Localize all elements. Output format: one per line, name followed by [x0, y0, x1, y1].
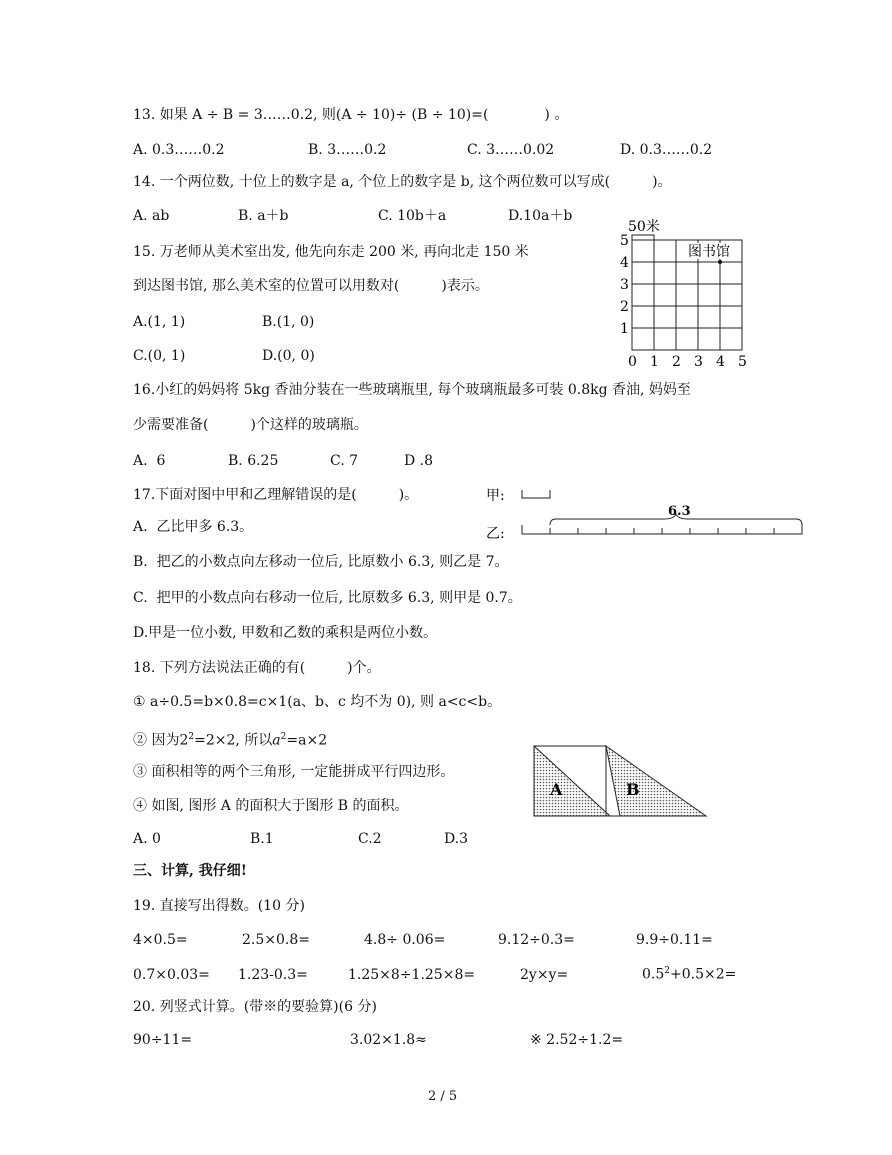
q18-item2-pow1-base: 2 [179, 732, 189, 749]
q18-item-4: ④ 如图, 图形 A 的面积大于图形 B 的面积。 [133, 798, 409, 814]
q13-option-b: B. 3……0.2 [308, 142, 387, 158]
q17-option-b: B. 把乙的小数点向左移动一位后, 比原数小 6.3, 则乙是 7。 [133, 554, 509, 570]
q19-last-base: 0.5 [642, 966, 665, 983]
q17-option-a: A. 乙比甲多 6.3。 [133, 519, 254, 535]
grid-scale-label: 50米 [628, 219, 660, 235]
q18-item2-pow1-exp: 2 [188, 732, 195, 742]
page-number: 2 / 5 [428, 1089, 458, 1104]
q19-last-rest: +0.5×2= [670, 966, 737, 983]
q18-item-2 [133, 728, 327, 750]
q20-item-3: ※ 2.52÷1.2= [530, 1032, 624, 1048]
segment-yi-ticks [550, 528, 774, 534]
segment-diagram [484, 482, 814, 544]
grid-x-tick-4: 4 [716, 354, 725, 370]
q18-item2-pow2-base: a [272, 732, 281, 749]
q19-r2-c2: 1.23-0.3= [238, 967, 308, 983]
q15-option-d: D.(0, 0) [262, 348, 315, 364]
q19-r2-c4: 2y×y= [520, 967, 569, 983]
q18-item2-part-c: =a×2 [286, 732, 328, 749]
q18-option-d: D.3 [444, 831, 469, 847]
q17-stem: 17.下面对图中甲和乙理解错误的是( )。 [133, 487, 419, 503]
shape-b [606, 746, 706, 816]
q19-stem: 19. 直接写出得数。(10 分) [133, 898, 305, 914]
coordinate-grid [612, 216, 762, 371]
scale-bracket [632, 235, 654, 240]
q16-option-a: A. 6 [133, 453, 166, 469]
grid-place-label: 图书馆 [688, 244, 730, 260]
q20-item-2: 3.02×1.8≈ [350, 1032, 427, 1048]
grid-y-tick-1: 1 [620, 321, 629, 337]
q18-item2-pow2-exp: 2 [280, 732, 287, 742]
q13-option-a: A. 0.3……0.2 [133, 142, 225, 158]
library-point [718, 260, 722, 264]
q19-r1-c5: 9.9÷0.11= [636, 932, 713, 948]
figure-label-a: A [550, 780, 563, 799]
q18-item2-part-b: =2×2, 所以 [194, 732, 273, 749]
diagram-value-label: 6.3 [668, 504, 691, 519]
q15-option-b: B.(1, 0) [262, 314, 315, 330]
q19-last-exp: 2 [664, 966, 670, 976]
q18-stem: 18. 下列方法说法正确的有( )个。 [133, 660, 381, 676]
q17-option-c: C. 把甲的小数点向右移动一位后, 比原数多 6.3, 则甲是 0.7。 [133, 590, 522, 606]
q16-option-c: C. 7 [330, 453, 359, 469]
q19-r1-c4: 9.12÷0.3= [498, 932, 575, 948]
q19-r2-c5 [642, 962, 736, 984]
q15-stem-line1: 15. 万老师从美术室出发, 他先向东走 200 米, 再向北走 150 米 [133, 244, 529, 260]
grid-x-tick-3: 3 [694, 354, 703, 370]
grid-x-tick-0: 0 [628, 354, 637, 370]
q18-item-1: ① a÷0.5=b×0.8=c×1(a、b、c 均不为 0), 则 a<c<b。 [133, 694, 502, 710]
q16-stem-line1: 16.小红的妈妈将 5kg 香油分装在一些玻璃瓶里, 每个玻璃瓶最多可装 0.8kg 香油, 妈妈至 [133, 382, 691, 398]
q13-option-d: D. 0.3……0.2 [620, 142, 713, 158]
q16-option-d: D .8 [404, 453, 434, 469]
q13-option-c: C. 3……0.02 [467, 142, 555, 158]
q16-stem-line2: 少需要准备( )个这样的玻璃瓶。 [133, 417, 368, 433]
q14-option-a: A. ab [133, 208, 170, 224]
q19-r2-c3: 1.25×8÷1.25×8= [348, 967, 476, 983]
q14-option-d: D.10a＋b [508, 208, 573, 224]
grid-x-tick-5: 5 [738, 354, 747, 370]
q19-r1-c2: 2.5×0.8= [242, 932, 310, 948]
shapes-figure [530, 742, 712, 820]
q20-stem: 20. 列竖式计算。(带※的要验算)(6 分) [133, 999, 377, 1015]
grid-y-tick-4: 4 [620, 255, 629, 271]
grid-x-tick-1: 1 [650, 354, 659, 370]
q16-option-b: B. 6.25 [228, 453, 279, 469]
grid-x-tick-2: 2 [672, 354, 681, 370]
section-3-title: 三、计算, 我仔细! [133, 863, 247, 879]
q20-item-1: 90÷11= [133, 1032, 193, 1048]
q15-option-a: A.(1, 1) [133, 314, 186, 330]
diagram-label-jia: 甲: [486, 488, 505, 504]
grid-y-tick-2: 2 [620, 299, 629, 315]
q13-stem: 13. 如果 A ÷ B = 3……0.2, 则(A ÷ 10)÷ (B ÷ 10)=( ) 。 [133, 107, 569, 123]
q19-r1-c3: 4.8÷ 0.06= [364, 932, 446, 948]
q19-r1-c1: 4×0.5= [133, 932, 188, 948]
q18-option-a: A. 0 [133, 831, 161, 847]
q18-option-c: C.2 [358, 831, 382, 847]
q14-stem: 14. 一个两位数, 十位上的数字是 a, 个位上的数字是 b, 这个两位数可以写成( )。 [133, 174, 672, 190]
q14-option-b: B. a＋b [238, 208, 289, 224]
q18-item-3: ③ 面积相等的两个三角形, 一定能拼成平行四边形。 [133, 764, 455, 780]
q19-r2-c1: 0.7×0.03= [133, 967, 210, 983]
diagram-label-yi: 乙: [486, 526, 505, 542]
q15-option-c: C.(0, 1) [133, 348, 186, 364]
shape-a [534, 746, 610, 816]
grid-y-tick-3: 3 [620, 277, 629, 293]
q14-option-c: C. 10b＋a [378, 208, 447, 224]
q17-option-d: D.甲是一位小数, 甲数和乙数的乘积是两位小数。 [133, 625, 438, 641]
segment-jia [522, 490, 550, 498]
q18-option-b: B.1 [250, 831, 274, 847]
q15-stem-line2: 到达图书馆, 那么美术室的位置可以用数对( )表示。 [133, 278, 489, 294]
grid-y-tick-5: 5 [620, 233, 629, 249]
figure-label-b: B [626, 780, 640, 799]
q18-item2-part-a: ② 因为 [133, 732, 180, 749]
